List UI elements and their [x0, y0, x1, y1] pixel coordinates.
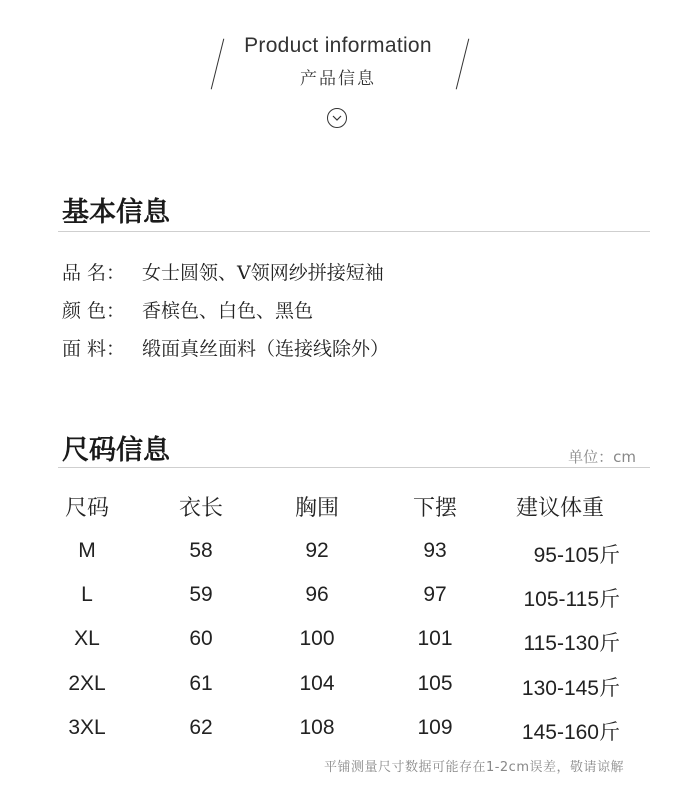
table-cell: 100 — [299, 627, 335, 650]
info-value: 女士圆领、V领网纱拼接短袖 — [142, 262, 384, 284]
table-cell: 93 — [423, 539, 447, 562]
table-cell: XL — [74, 627, 100, 650]
table-header: 下摆 — [412, 496, 457, 521]
table-cell: 92 — [305, 539, 329, 562]
table-cell: 115-130斤 — [523, 632, 620, 655]
table-cell: 108 — [299, 716, 335, 739]
product-info-header — [0, 0, 676, 140]
info-label: 面 料： — [62, 338, 126, 360]
table-header: 胸围 — [294, 496, 339, 521]
table-header: 尺码 — [64, 496, 109, 521]
table-cell: 59 — [189, 583, 213, 606]
size-info-title: 尺码信息 — [62, 435, 170, 466]
table-header: 衣长 — [178, 496, 223, 521]
table-cell: 105-115斤 — [523, 588, 620, 611]
table-cell: 97 — [423, 583, 447, 606]
table-header: 建议体重 — [515, 496, 604, 521]
table-cell: 62 — [189, 716, 213, 739]
table-cell: 58 — [189, 539, 213, 562]
info-row-name — [62, 258, 384, 285]
info-row-fabric — [62, 334, 389, 361]
info-label: 颜 色： — [62, 300, 126, 322]
table-cell: 109 — [417, 716, 453, 739]
basic-info-title: 基本信息 — [62, 197, 170, 228]
table-cell: 101 — [417, 627, 453, 650]
measurement-note: 平铺测量尺寸数据可能存在1-2cm误差，敬请谅解 — [323, 760, 624, 775]
table-cell: L — [81, 583, 93, 606]
header-title-en: Product information — [244, 34, 432, 57]
info-row-color — [62, 296, 313, 323]
table-cell: 96 — [305, 583, 329, 606]
info-value: 缎面真丝面料（连接线除外） — [142, 338, 390, 360]
table-cell: M — [78, 539, 96, 562]
table-cell: 60 — [189, 627, 213, 650]
header-title-cn: 产品信息 — [300, 69, 376, 89]
info-value: 香槟色、白色、黑色 — [142, 300, 314, 322]
table-cell: 105 — [417, 672, 453, 695]
table-cell: 3XL — [68, 716, 106, 739]
table-cell: 61 — [189, 672, 213, 695]
chevron-down-icon — [327, 108, 347, 128]
unit-label: 单位：cm — [568, 448, 636, 466]
info-label: 品 名： — [62, 262, 126, 284]
basic-info-divider — [58, 231, 650, 232]
table-cell: 130-145斤 — [521, 677, 620, 700]
table-cell: 2XL — [68, 672, 106, 695]
table-cell: 95-105斤 — [533, 544, 620, 567]
table-cell: 145-160斤 — [521, 721, 620, 744]
table-cell: 104 — [299, 672, 335, 695]
size-info-divider — [58, 467, 650, 468]
